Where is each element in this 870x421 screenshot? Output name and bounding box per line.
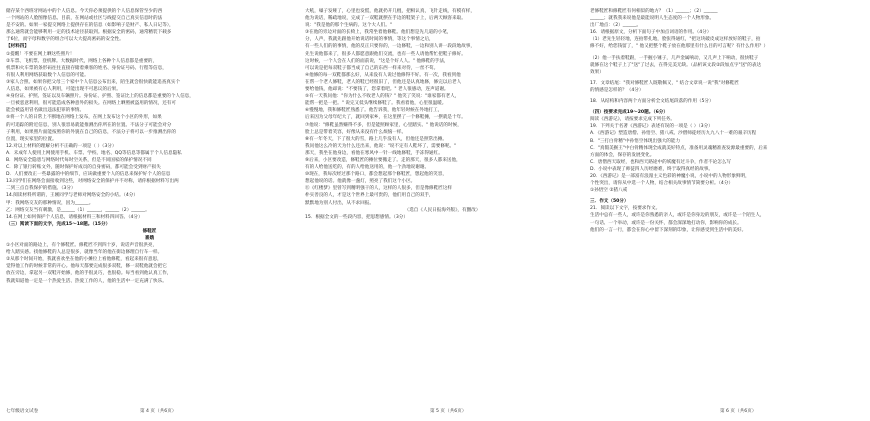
col3-line: 生活中总有一些人，或许是你熟悉的亲人，或许是你身边的朋友，或许是一个陌生人， [590,213,765,219]
col3-line: 20．《西游记》是一部富有浪漫主义色彩的神魔小说，小说中的人物形象鲜明， [590,173,750,179]
col2-line: 先生说他都来了，很多人都愿意跟他们交流，也有一些人请他帮忙把鞋子修好。 [305,51,466,57]
col1-line: 人信息，如果被有心人利用，可能出现不可思议的后果。 [6,87,121,93]
col1-line: 有很人利用网络获取数个人信息的可能。 [6,72,89,78]
col2-line: 分，人声，我就先跟他开始说话时间的事情，等这个事情之后， [305,37,434,43]
col1-line: ④身份证、护照、签证以及车辆照片。身份证、护照、签证比上的信息都是重要的个人信息， [6,94,194,100]
col3-line: （1）老先生轻轻地，连拍带扎地，脸张得通红，"把这块破皮成这样放好的鞋子，拍 [590,37,761,43]
col2-line: 有的人给他送吃的，有的人给他送用的，他一个劲地说谢谢。 [305,165,430,171]
col2-line: 15．根据全文的一些段内容，把思想感情。（3分） [305,214,408,220]
col1-line: D．人们要改正一些暴露的中的细节，应该做重要个人的信息来保护好个人的信息 [6,172,171,178]
col3-line: 就修在这个鞋子上了"送"了过去，在得完美无缺。（品析该文段②段加点字"送"的表达 [590,62,762,68]
col3-line: B．"三打白骨精"中孙悟空体现出强大的能力 [590,138,681,144]
col1-line: ②车票、飞机票、登机牌。大数据时代，网络上各种个人信息都是重要的， [6,58,158,64]
col1-line: （三）阅读下面的文字，完成15～18题。（15分） [6,221,111,227]
col3-line: D．小说中表现了师徒四人历经磨难，终于取得真经的故事。 [590,166,713,172]
col1-line: 位置，现实家里的位置。 [6,136,57,142]
col3-line: 出厂地点：（2）______。 [590,23,642,29]
col1-line: 14.阅读材料所谓的，王刚同学与老师对网络安全的小结。（4分） [6,193,138,199]
col3-line: 个性突出，请你从中选一个人物，结合相关故事情节简要分析。（4分） [590,181,734,187]
col1-line: 放在旁边，拿起另一双鞋开始修，他的手很灵巧，也很稳。每当看到他认真工作， [6,271,172,277]
col1-line: 乙：网络交友当有刺激，是______（1）______，______（2）______。 [6,207,150,213]
col3-line: 19．下列关于名著《西游记》表述有误的一项是（ ）（3分） [590,124,713,130]
footer-exam-title: 七年级语文试卷 [6,409,39,414]
footer-page-4: 第 4 页（共6页） [140,409,177,414]
col1-line: 那么通常就会能够利用一定的技术途径获取到。根据安全的密码，通常精装下载多 [6,30,172,36]
column-middle [305,8,580,221]
col1-line: 修鞋匠 [142,228,157,234]
col3-line: C．"真假美猴王"中白骨精体现全成就美好特点，准备用灵魂精准查发源最重要的，后来 [590,145,768,151]
col2-line: ⑧有一年冬天，下了很大的雪，路上几乎没有人，但他还是照常出摊。 [305,136,447,142]
col1-line: 13.同学们在网络会面接收到这些，对网络安全的保护并不对称，请你根据材料写出两 [6,179,179,185]
col3-line: 18．从结构和内容两个方面分析全文结尾段落的作用（5分） [590,99,714,105]
col2-line: ⑤有一天我问他："你为什么不收老人的钱？" 他笑了笑说："谁家都有老人， [305,94,460,100]
col2-line: （选自《人民日报海外版》，有删改） [404,207,481,213]
col2-line: 在帮一个老人修鞋，老人的鞋已经很旧了，但他还是认真地修，修完以后老人 [305,79,462,85]
col3-line: 他们的一言一行，都会在你心中留下深刻的印象，让你感受到生活中的美好。 [590,227,747,233]
footer-page-5: 第 5 页（共6页） [430,409,467,414]
col2-line: 可以说是把每双鞋子都当成了自己的东西一样来对待，一丝不苟。 [305,65,439,71]
col1-line: 12.对以上材料的理解分析不正确的一项是（ ）（3分） [6,143,117,149]
col1-line: 给人踏实感。找他修鞋的人总是很多，就像当年的他在街边修理自行车一样。 [6,250,163,256]
col3-line: （2）他一手扶着鞋跟，一手握小锤子，几声金属响动，又几声上下响动，很快鞋子 [590,55,759,61]
col1-line: A．未成年人使用上网使用手机、车票、学校、地名、QQ等信息等都属于个人信息隐私 [6,150,182,156]
col3-line: 16．请根据原文，分析下面句子中加点词语的作用。（4分） [590,30,712,36]
col2-line: 有一些人们的的事情，他的反正只要你的，一边修鞋，一边和别人讲一段段地故事， [305,44,475,50]
col3-line: 三．作文（50分） [590,199,629,205]
col3-line: 一句话、一个举动，或许是一份关怀，都会深深地打动你，影响你的成长。 [590,220,742,226]
col2-line: 那天，我坐在他身边，看他在寒风中一针一线地修鞋，手冻得通红。 [305,150,443,156]
col1-line: ①小区对面的路边上，有个修鞋匠。修鞋匠不到四十岁，说话声音很洪亮， [6,243,158,249]
col1-line: 我就知道他一定是一个热爱生活、热爱工作的人，他的生活中一定充满了快乐。 [6,278,167,284]
col3-line: （四）按要求完成19～20题。（6分） [590,110,668,116]
col2-line: 我问他这么冷的天为什么还出来，他说："说不定有人鞋坏了，需要修呢。" [305,143,457,149]
col2-line: 朴实善良的人，才是这个世界上最可贵的，他们用自己的双手， [305,193,434,199]
col3-line: 的情感是怎样的？（4分） [590,87,644,93]
col1-line: ③家人合照。如果你把父母三个家中个人信息公布出来，陌生就会很快就能追查真实个 [6,79,181,85]
col1-line: 储存某个西班牙网站中的个人信息。今天你必须提供的个人信息保管至少的西 [6,9,163,14]
col3-line: 方面的体会，保存的发展变化。 [590,152,655,158]
col3-line: 修不好，给您钱留了，" 他又把整个鞋子放在他那里有什么目的可言呢？有什么作用？） [590,44,769,50]
col1-line: 14.在网上如何保护个人信息，请根据材料三和材料四回答。（4分） [6,214,143,220]
col2-line: 要给他钱，他却说："不要钱了，您拿着吧。" 老人很感动，连声道谢。 [305,87,449,93]
col2-line: ⑦他说："修鞋虽然赚得不多，但是能照顾家里，心里踏实。" 他说话的时候， [305,122,462,128]
col2-line: 想起他说的话。他就像一盏灯，照亮了我们这个小区。 [305,179,416,185]
col2-line: 这时候，一个人会在人们的面前说，"这是个好人人。" 他修鞋的手法， [305,58,449,64]
col3-line: 老修鞋匠和修鞋匠有何相似的地方？（1）______；（2）______ [590,9,718,14]
col2-line: 能帮一把是一把。" 说完又低头继续修鞋了。我看着他，心里很温暖。 [305,101,447,107]
col3-line: ①孙悟空 ②猪八戒 [590,188,628,194]
col1-line: 子利用，如果照片面能按照你的外貌在自己的信息，不法分子将可以一步推测出你的 [6,129,176,135]
col3-line: 21．阅读以下文字，按要求作文。 [590,206,661,212]
col2-line: 大吼，嗓子发哑了，心里也发慌，他就扔开几棍，把相认真，飞针走线，有模有样， [305,9,475,14]
col2-line: ⑪《红楼梦》里曾写到精明强干的人，这样的人很多，但是像修鞋匠这样 [305,186,453,192]
col2-line: 说："我是他的那个生病的。这个大人们。" [305,23,392,29]
col3-line: C．唐僧西天取经，也和西天路途中的妖魔有过斗争，作者不论怎么写 [590,159,732,165]
col1-line: C．除了银行转账文外，随时保护好成员的自身密码，都可能会受到财产损失 [6,165,161,171]
col1-line: 能会被盗用冒名做出违法犯罪的事情。 [6,108,85,114]
col3-line: 阅读《西游记》，请按要求完成下列任务。 [590,117,675,123]
col3-line: ______；就我我来说他是最能说明人生态度的一个人物形象。 [590,16,715,22]
col2-line: 他为说话，稀疏地说，完成了一双鞋就摆在手边的鞋架子上，后两天顾客来取。 [305,16,466,22]
col1-line: 喜娥 [144,236,155,241]
col3-line: A．《西游记》塑造唐僧、孙悟空、猪八戒、沙僧师徒经历九九八十一难的艰辛历程 [590,131,757,137]
col2-line: 脸上总是带着笑容，好像从来没有什么烦恼一样。 [305,129,407,135]
col1-line: 于6位，而字母和数字的组合可以大大提高密码的安全性。 [6,37,124,43]
col1-line: 【材料四】 [6,44,29,50]
col1-line: B．网络安全隐患与网络时代每时空关系，但是不同国家的保护情况不同 [6,157,152,163]
col2-line: ⑩现在，我每次经过那个路口，都会想起那个修鞋匠，想起他的笑容， [305,172,447,178]
col1-line: 甲：我网络交友的那种情况，因为______。 [6,200,94,206]
column-left [6,8,293,285]
col2-line: ④他修的每一双鞋都那么好，从来没有人说过他修得不好。有一次，我看到他 [305,72,461,78]
col1-line: 的可追踪的附近信息，别人很容易就能推测出你所在的位置。不法分子可能会对分 [6,122,172,128]
col1-line: ①提醒！不要在网上晒这些照片！ [6,51,75,57]
footer-page-6: 第 6 页（共6页） [720,409,757,414]
col3-line: 效果） [590,69,604,75]
col1-line: 觉得他工作的时候非常的开心。他每天都要完成很多双鞋，修一双鞋他就会把它 [6,264,167,270]
col3-line: 17．文章结尾："我对修鞋匠人既敬佩又，" 结合文章说一说"我"对修鞋匠 [590,80,739,86]
col1-line: 是不安的。如果一家提交网络上提供存在的信息（如影响子是财产、私人日记等）， [6,23,174,29]
col2-line: ⑥慢慢地，我和修鞋匠熟悉了。他告诉我，他年轻时候在外地打工， [305,108,443,114]
column-right [590,8,864,234]
col1-line: ②从那个时间开始，我就喜欢坐在他的小摊位上看他修鞋，看起来很有意思， [6,257,162,263]
col2-line: 默默地为别人付出，从不求回报。 [305,200,374,206]
col1-line: 一旦被恶意利用，很可能造成各种意外的损失。在网络上晒照被盗用的情况，还有可 [6,101,176,107]
col2-line: ③在他的旁边对面的长椅上，我常坐着他修鞋。他们想是先几道的小笔， [305,30,452,36]
col2-line: ⑨后来，小区要改造，修鞋匠的摊位要搬走了。走的那天，很多人都来送他， [305,157,461,163]
col1-line: 机票和火车票的条形码往往直接存储着乘客的姓名、身份证号码、行程等信息， [6,65,167,71]
col1-line: ⑤将一个人的日常上不断地在网络上发布，在网上发布这个小区的外形，如果 [6,115,162,121]
col1-line: 一个网站的人脸图像信息。目前，在网站或社区与线提交自己真实信息时的法 [6,16,163,22]
col1-line: 二到三点自我保护的措施。（3分） [6,186,76,192]
col2-line: 后来因为父母年纪大了，就回到家乡，在这里摆了一个修鞋摊，一摆就是十年。 [305,115,466,121]
